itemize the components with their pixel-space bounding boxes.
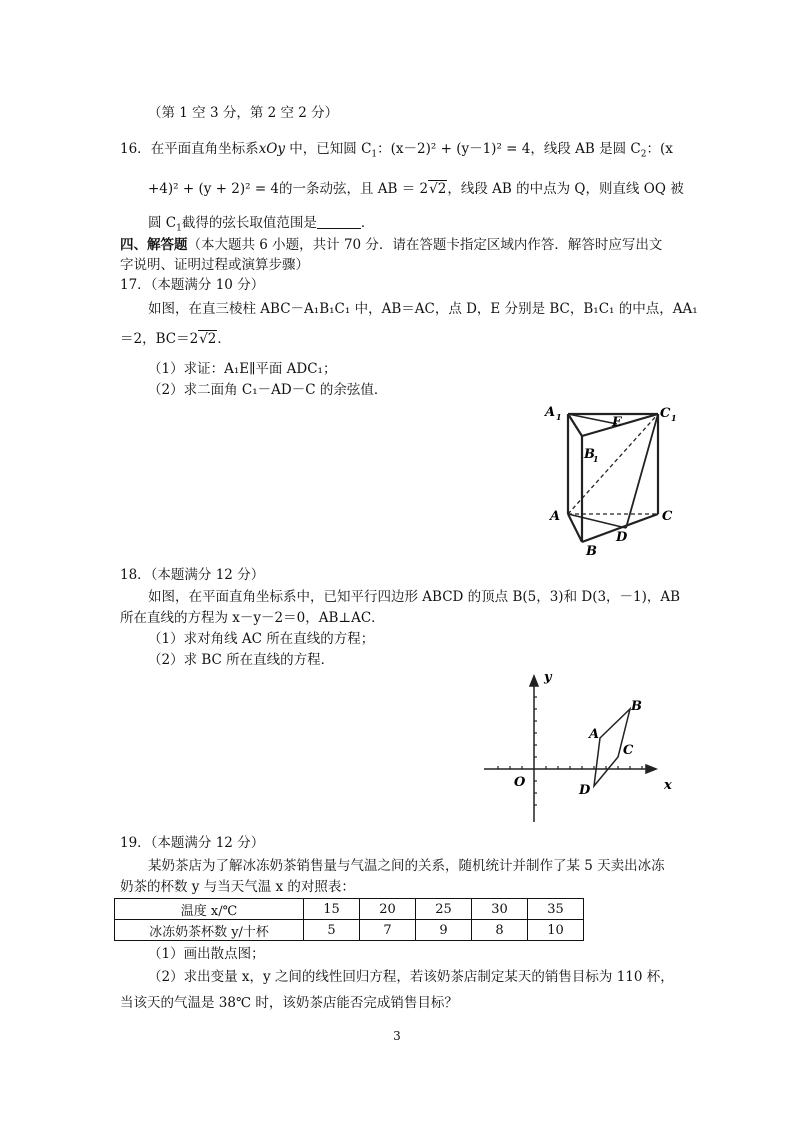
table-cell: 8	[472, 920, 528, 941]
q17-part-2: （2）求二面角 C₁－AD－C 的余弦值．	[148, 382, 388, 398]
q16-line-2: +4)² + (y + 2)² = 4的一条动弦，且 AB ＝ 2√2，线段 AB 的中点为 Q，则直线 OQ 被	[148, 181, 684, 197]
q19-part-2: （2）求出变量 x，y 之间的线性回归方程，若该奶茶店制定某天的销售目标为 110 杯，	[148, 969, 674, 985]
label-A: A	[550, 509, 561, 524]
temperature-sales-table	[114, 898, 584, 941]
answer-blank	[317, 215, 361, 229]
label-A1: A	[545, 405, 556, 420]
table-row	[115, 899, 584, 920]
svg-text:1: 1	[556, 412, 562, 422]
label-y: y	[544, 670, 552, 685]
q17-part-1: （1）求证：A₁E∥平面 ADC₁；	[148, 361, 337, 377]
table-cell: 25	[416, 899, 472, 920]
svg-text:1: 1	[593, 454, 599, 464]
label-D: D	[579, 783, 591, 798]
label-C1: C	[660, 406, 671, 421]
svg-text:1: 1	[671, 413, 677, 423]
section-4-line-2: 字说明、证明过程或演算步骤）	[120, 257, 309, 273]
label-x: x	[664, 778, 672, 793]
table-cell: 30	[472, 899, 528, 920]
page-number: 3	[393, 1029, 401, 1043]
q19-part-2-cont: 当该天的气温是 38℃ 时，该奶茶店能否完成销售目标？	[120, 995, 458, 1011]
table-row	[115, 920, 584, 941]
label-C: C	[662, 509, 673, 524]
q18-part-2: （2）求 BC 所在直线的方程．	[148, 652, 335, 668]
score-note: （第 1 空 3 分，第 2 空 2 分）	[148, 105, 339, 121]
section-4-line-1: 四、解答题（本大题共 6 小题，共计 70 分．请在答题卡指定区域内作答．解答时应写出文	[120, 237, 663, 253]
q19-part-1: （1）画出散点图；	[148, 946, 265, 962]
q19-line-1: 某奶茶店为了解冰冻奶茶销售量与气温之间的关系，随机统计并制作了某 5 天卖出冰冻	[148, 858, 665, 874]
q18-part-1: （1）求对角线 AC 所在直线的方程；	[148, 631, 375, 647]
label-C: C	[623, 743, 634, 758]
label-A: A	[589, 727, 600, 742]
q18-header: 18．（本题满分 12 分）	[120, 567, 265, 583]
label-E: E	[612, 415, 622, 430]
q17-line-2: ＝2，BC＝2√2．	[120, 331, 231, 347]
label-B: B	[586, 544, 597, 559]
prism-figure	[540, 400, 690, 560]
table-cell: 9	[416, 920, 472, 941]
table-cell: 35	[528, 899, 584, 920]
q16-line-1: 16．在平面直角坐标系xOy 中，已知圆 $C_1$：(x－2)² + (y－1)² = 4，线段 AB 是圆 $C_2$：(x	[120, 141, 673, 160]
q16-number: 16．	[120, 141, 151, 157]
coordinate-figure	[480, 668, 680, 828]
label-B: B	[631, 699, 642, 714]
q19-line-2: 奶茶的杯数 y 与当天气温 x 的对照表：	[120, 879, 355, 895]
q16-line-3: 圆 $C_1$截得的弦长取值范围是 ．	[148, 215, 375, 234]
label-O: O	[514, 775, 526, 790]
label-D: D	[616, 530, 628, 545]
q18-line-2: 所在直线的方程为 x－y－2＝0，AB⊥AC．	[120, 610, 385, 626]
q17-line-1: 如图，在直三棱柱 ABC－A₁B₁C₁ 中，AB＝AC，点 D，E 分别是 BC，B₁C₁ 的中点，AA₁	[148, 301, 698, 317]
table-cell: 15	[304, 899, 360, 920]
table-row-label: 温度 x/℃	[115, 899, 304, 920]
table-cell: 10	[528, 920, 584, 941]
table-cell: 20	[360, 899, 416, 920]
section-4-title: 四、解答题	[120, 237, 188, 253]
table-cell: 7	[360, 920, 416, 941]
label-B1: B	[584, 447, 595, 462]
table-row-label: 冰冻奶茶杯数 y/十杯	[115, 920, 304, 941]
q19-header: 19．（本题满分 12 分）	[120, 835, 265, 851]
q18-line-1: 如图，在平面直角坐标系中，已知平行四边形 ABCD 的顶点 B(5，3)和 D(3，－1)，AB	[148, 589, 681, 605]
table-cell: 5	[304, 920, 360, 941]
q17-header: 17．（本题满分 10 分）	[120, 277, 265, 293]
